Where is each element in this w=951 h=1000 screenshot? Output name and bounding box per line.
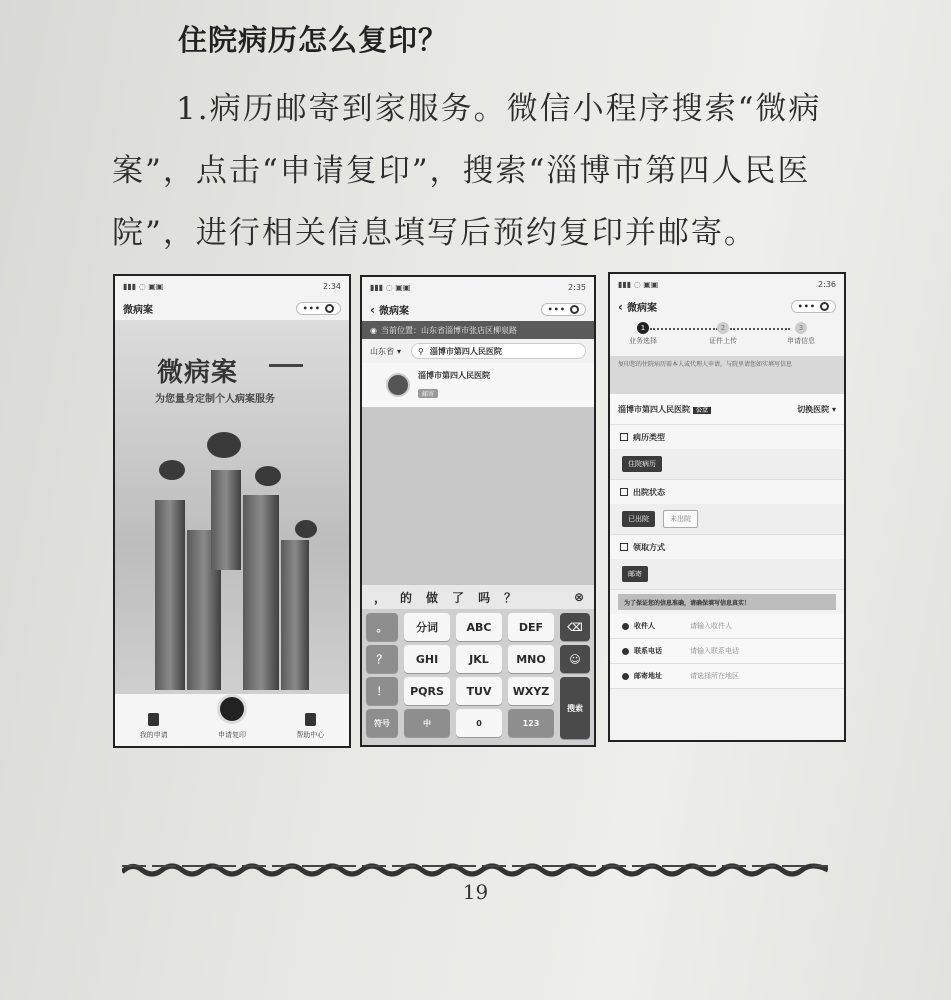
phone-input[interactable]: 请输入联系电话 xyxy=(690,647,739,655)
back-icon[interactable]: ‹ xyxy=(370,302,375,317)
notice-text: 复印您的住院病历需本人或代理人申请，与院里请您如实填写信息 xyxy=(610,356,844,394)
building-graphic xyxy=(211,470,241,570)
step-1 xyxy=(618,322,668,346)
record-icon xyxy=(620,433,628,441)
key-abc[interactable]: ABC xyxy=(456,613,502,641)
nav-bar xyxy=(115,296,349,320)
nav-title: 微病案 xyxy=(378,305,409,317)
brand-slogan: 为您量身定制个人病案服务 xyxy=(155,394,275,405)
candidate[interactable]: ？ xyxy=(504,590,517,605)
tab-label: 帮助中心 xyxy=(296,731,325,739)
banner-illustration xyxy=(115,320,349,694)
mini-program-capsule[interactable] xyxy=(791,300,836,313)
printer-icon xyxy=(217,694,247,724)
key-exclaim[interactable]: ！ xyxy=(366,677,398,705)
building-graphic xyxy=(155,500,185,690)
step-2 xyxy=(698,322,748,346)
key-space[interactable]: 0 xyxy=(456,709,502,737)
section-label: 病历类型 xyxy=(633,432,665,442)
form-row-phone[interactable] xyxy=(610,639,844,664)
signal-icon: ▮▮▮ ◌ ▣▣ xyxy=(370,282,411,292)
more-icon[interactable]: ••• xyxy=(547,304,566,314)
result-name: 淄博市第四人民医院 xyxy=(418,371,490,380)
chip-inpatient-record[interactable]: 住院病历 xyxy=(622,456,662,472)
tab-help-center[interactable] xyxy=(296,713,324,740)
page-number: 19 xyxy=(462,880,489,904)
phone-screenshot-search xyxy=(360,275,596,747)
location-text: 当前位置：山东省淄博市张店区柳泉路 xyxy=(380,325,517,335)
status-time: 2:36 xyxy=(818,279,836,289)
step-indicator xyxy=(610,318,844,356)
close-circle-icon[interactable] xyxy=(570,305,579,314)
tab-label: 我的申请 xyxy=(139,731,168,739)
status-time: 2:35 xyxy=(568,282,586,292)
status-bar xyxy=(362,277,594,297)
mini-program-capsule[interactable] xyxy=(541,303,586,316)
person-icon xyxy=(622,623,629,630)
building-graphic xyxy=(281,540,309,690)
decorative-wave-divider xyxy=(122,862,828,878)
step-label: 证件上传 xyxy=(709,337,737,345)
chip-discharged[interactable]: 已出院 xyxy=(622,511,655,527)
key-question[interactable]: ？ xyxy=(366,645,398,673)
candidate[interactable]: 的 xyxy=(400,590,413,605)
candidate[interactable]: 了 xyxy=(452,590,465,605)
chevron-down-icon: ▾ xyxy=(831,404,836,414)
tab-bar xyxy=(115,694,349,746)
status-bar xyxy=(610,274,844,294)
key-ghi[interactable]: GHI xyxy=(404,645,450,673)
status-time: 2:34 xyxy=(323,281,341,291)
candidate[interactable]: 吗 xyxy=(478,590,491,605)
tab-my-applications[interactable] xyxy=(140,713,168,740)
search-input[interactable] xyxy=(411,343,586,359)
status-icon xyxy=(620,488,628,496)
collapse-keyboard-icon[interactable]: ⊗ xyxy=(573,590,584,604)
candidate[interactable]: ， xyxy=(374,590,387,605)
phone-screenshot-home xyxy=(113,274,351,748)
chip-not-discharged[interactable]: 未出院 xyxy=(663,510,698,528)
search-row xyxy=(362,339,594,363)
page-heading: 住院病历怎么复印？ xyxy=(178,23,449,57)
more-icon[interactable]: ••• xyxy=(797,301,816,311)
brand-logo-text: 微病案 xyxy=(157,358,239,388)
backspace-icon[interactable]: ⌫ xyxy=(560,613,590,641)
cloud-icon xyxy=(159,460,185,480)
close-circle-icon[interactable] xyxy=(820,302,829,311)
brand-decoration xyxy=(269,364,303,367)
step-number: 1 xyxy=(637,322,649,334)
form-label: 邮寄地址 xyxy=(634,672,662,680)
discharge-status-options xyxy=(610,504,844,535)
hospital-row xyxy=(610,394,844,425)
key-chinese[interactable]: 中 xyxy=(404,709,450,737)
tab-label: 申请复印 xyxy=(217,731,246,739)
recipient-input[interactable]: 请输入收件人 xyxy=(690,622,732,630)
form-row-recipient[interactable] xyxy=(610,614,844,639)
switch-label: 切换医院 xyxy=(797,404,830,414)
hospital-tag: 公立 xyxy=(693,407,711,414)
phone-icon xyxy=(622,648,629,655)
status-bar xyxy=(115,276,349,296)
section-discharge-status xyxy=(610,480,844,504)
signal-icon: ▮▮▮ ◌ ▣▣ xyxy=(123,281,164,291)
step-label: 业务选择 xyxy=(629,337,657,345)
close-circle-icon[interactable] xyxy=(325,304,334,313)
section-record-type xyxy=(610,425,844,449)
form-row-address[interactable] xyxy=(610,664,844,689)
key-period[interactable]: 。 xyxy=(366,613,398,641)
signal-icon: ▮▮▮ ◌ ▣▣ xyxy=(618,279,659,289)
hospital-name: 淄博市第四人民医院 xyxy=(618,404,690,414)
record-type-options xyxy=(610,449,844,480)
help-icon xyxy=(305,713,316,726)
location-bar xyxy=(362,321,594,339)
step-3 xyxy=(776,322,826,346)
cloud-icon xyxy=(207,432,241,458)
cloud-icon xyxy=(295,520,317,538)
key-def[interactable]: DEF xyxy=(508,613,554,641)
back-icon[interactable]: ‹ xyxy=(618,299,623,314)
document-icon xyxy=(148,713,159,726)
section-pickup-method xyxy=(610,535,844,559)
tab-apply-copy[interactable] xyxy=(217,694,247,740)
section-label: 出院状态 xyxy=(633,487,665,497)
emoji-icon[interactable]: ☺ xyxy=(560,645,590,673)
candidate-bar xyxy=(362,585,594,609)
phone-screenshot-apply xyxy=(608,272,846,742)
province-label: 山东省 xyxy=(370,346,394,356)
address-select[interactable]: 请选择所在地区 xyxy=(690,672,739,680)
step-label: 申请信息 xyxy=(787,337,815,345)
step-number: 3 xyxy=(795,322,807,334)
search-value: 淄博市第四人民医院 xyxy=(429,346,502,356)
key-search[interactable]: 搜索 xyxy=(560,677,590,739)
result-tag: 邮寄 xyxy=(418,389,438,398)
step-number: 2 xyxy=(717,322,729,334)
section-label: 领取方式 xyxy=(633,542,665,552)
key-mno[interactable]: MNO xyxy=(508,645,554,673)
chevron-down-icon: ▾ xyxy=(397,346,402,356)
key-tuv[interactable]: TUV xyxy=(456,677,502,705)
mini-program-capsule[interactable] xyxy=(296,302,341,315)
empty-area xyxy=(362,407,594,585)
province-select[interactable] xyxy=(370,346,401,357)
location-pin-icon xyxy=(622,673,629,680)
location-pin-icon: ◉ xyxy=(370,325,377,335)
key-fenci[interactable]: 分词 xyxy=(404,613,450,641)
keyboard xyxy=(362,609,594,745)
warning-banner: 为了保证您的信息准确，请确保填写信息真实！ xyxy=(618,594,836,610)
form-label: 联系电话 xyxy=(634,647,662,655)
instruction-paragraph: 1.病历邮寄到家服务。微信小程序搜索“微病案”，点击“申请复印”，搜索“淄博市第四人民医院”，进行相关信息填写后预约复印并邮寄。 xyxy=(112,91,822,251)
nav-title: 微病案 xyxy=(123,304,153,316)
key-numbers[interactable]: 123 xyxy=(508,709,554,737)
nav-bar xyxy=(362,297,594,321)
key-pqrs[interactable]: PQRS xyxy=(404,677,450,705)
nav-title: 微病案 xyxy=(626,302,657,314)
hospital-result-item[interactable] xyxy=(362,363,594,408)
switch-hospital-button[interactable] xyxy=(797,404,836,415)
cloud-icon xyxy=(255,466,281,486)
mail-icon xyxy=(620,543,628,551)
pickup-method-options xyxy=(610,559,844,590)
form-label: 收件人 xyxy=(634,622,655,630)
more-icon[interactable]: ••• xyxy=(302,303,321,313)
search-icon: ⚲ xyxy=(418,346,424,356)
key-symbol[interactable]: 符号 xyxy=(366,709,398,737)
candidate[interactable]: 做 xyxy=(426,590,439,605)
building-graphic xyxy=(243,495,279,690)
key-wxyz[interactable]: WXYZ xyxy=(508,677,554,705)
chip-mail[interactable]: 邮寄 xyxy=(622,566,648,582)
nav-bar xyxy=(610,294,844,318)
hospital-logo-icon xyxy=(386,373,410,397)
key-jkl[interactable]: JKL xyxy=(456,645,502,673)
